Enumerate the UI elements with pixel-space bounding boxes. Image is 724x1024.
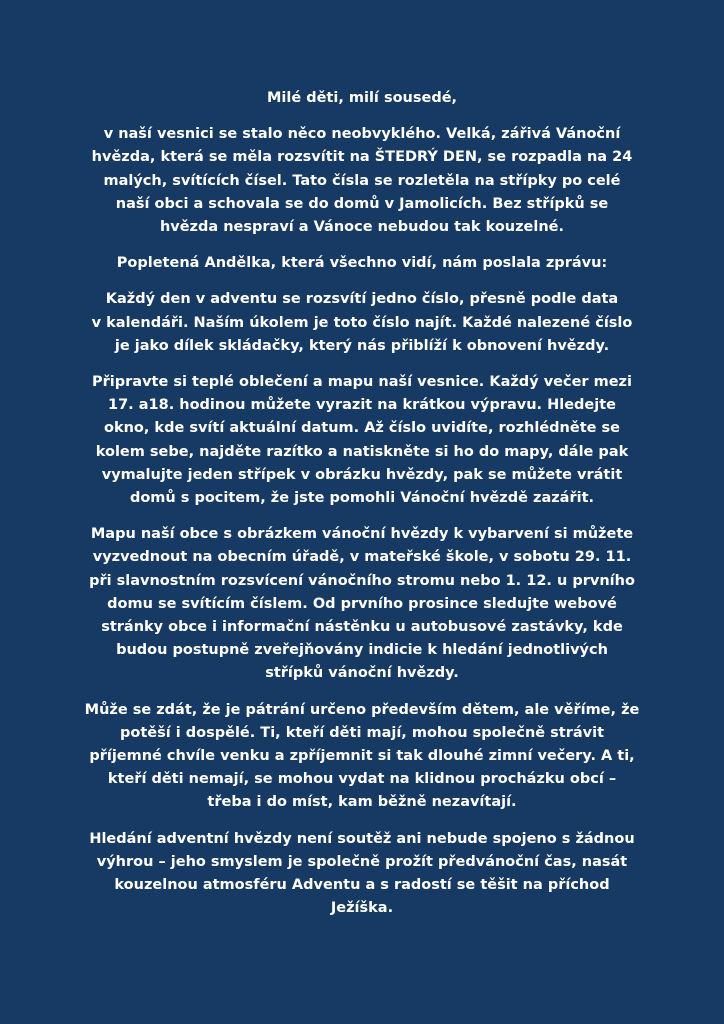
letter-body	[72, 87, 652, 934]
paragraph-not-competition: Hledání adventní hvězdy není soutěž ani nebude spojeno s žádnou výhrou – jeho smyslem je společně prožít předvánoční čas, nasát kouzelnou atmosféru Adventu a s radostí se těšit na příchod Ježíška.	[89, 830, 635, 917]
greeting: Milé děti, milí sousedé,	[266, 90, 458, 106]
paragraph-message-intro: Popletená Andělka, která všechno vidí, nám poslala zprávu:	[116, 255, 608, 272]
paragraph-adults: Může se zdát, že je pátrání určeno především dětem, ale věříme, že potěší i dospělé. Ti, kteří děti mají, mohou společně strávit příjemné chvíle venku a zpříjemnit si tak dlouhé zimní večery. A ti, kteří děti nemají, se mohou vydat na klidnou procházku obcí – třeba i do míst, kam běžně nezavítají.	[84, 701, 640, 811]
paragraph-intro: v naší vesnici se stalo něco neobvyklého. Velká, zářivá Vánoční hvězda, která se měla rozsvítit na ŠTEDRÝ DEN, se rozpadla na 24 malých, svítících čísel. Tato čísla se rozletěla na střípky po celé naší obci a schovala se do domů v Jamolicích. Bez střípků se hvězda nespraví a Vánoce nebudou tak kouzelné.	[91, 126, 633, 236]
paragraph-daily-number: Každý den v adventu se rozsvítí jedno číslo, přesně podle data v kalendáři. Naším úkolem je toto číslo najít. Každé nalezené číslo je jako dílek skládačky, který nás přiblíží k obnovení hvězdy.	[91, 291, 633, 354]
paragraph-map-pickup: Mapu naší obce s obrázkem vánoční hvězdy k vybarvení si můžete vyzvednout na obecním úřadě, v mateřské škole, v sobotu 29. 11. při slavnostním rozsvícení vánočního stromu nebo 1. 12. u prvního domu se svítícím číslem. Od prvního prosince sledujte webové stránky obce i informační nástěnku u autobusové zastávky, kde budou postupně zveřejňovány indicie k hledání jednotlivých střípků vánoční hvězdy.	[89, 526, 635, 682]
paragraph-instructions: Připravte si teplé oblečení a mapu naší vesnice. Každý večer mezi 17. a18. hodinou můžete vyrazit na krátkou výpravu. Hledejte okno, kde svítí aktuální datum. Až číslo uvidíte, rozhlédněte se kolem sebe, najděte razítko a natiskněte si ho do mapy, dále pak vymalujte jeden střípek v obrázku hvězdy, pak se můžete vrátit domů s pocitem, že jste pomohli Vánoční hvězdě zazářit.	[92, 374, 632, 507]
